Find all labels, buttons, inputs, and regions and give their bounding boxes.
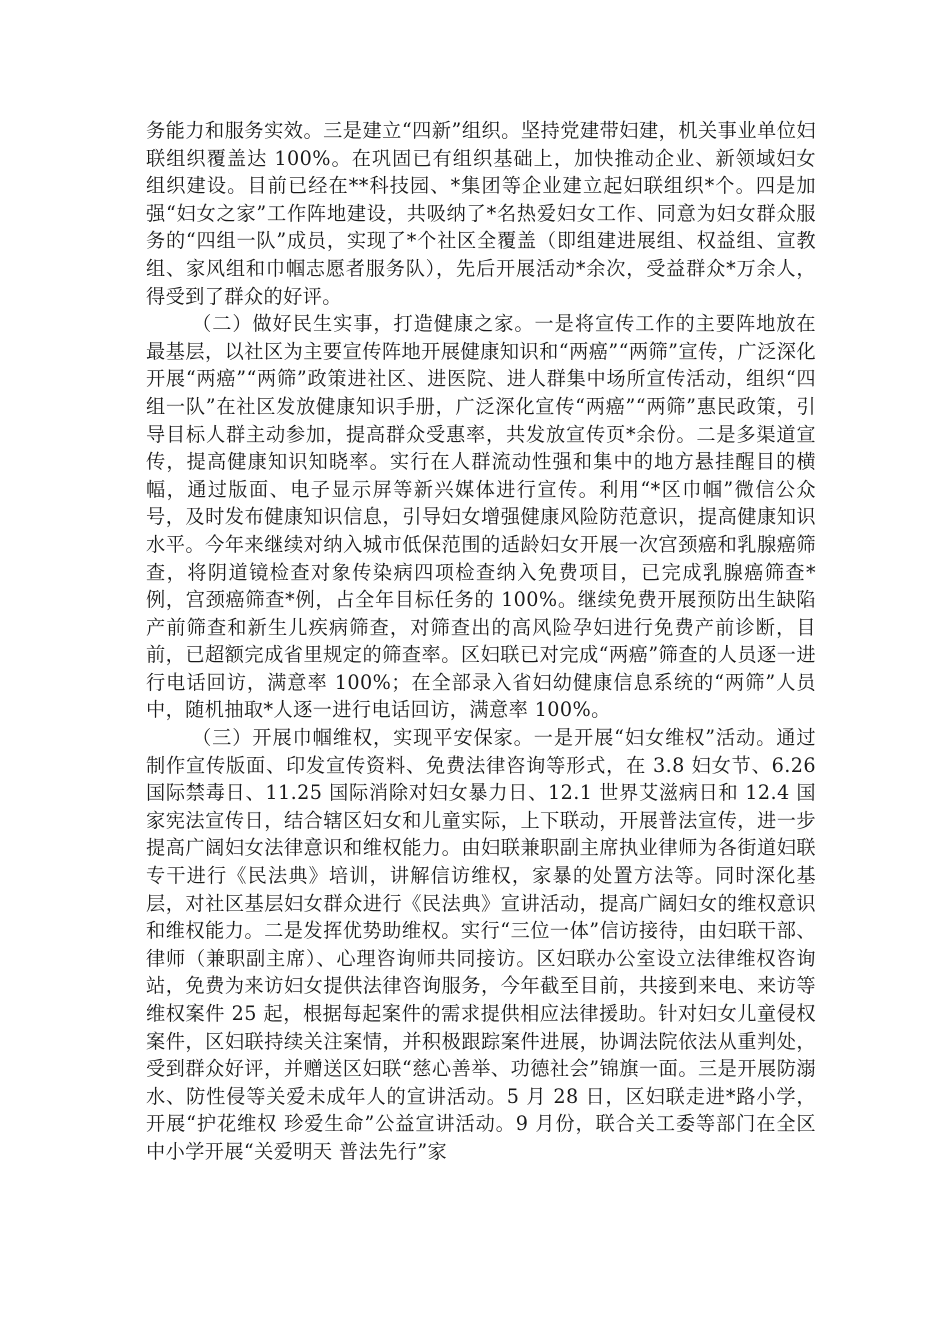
paragraph-health-home: （二）做好民生实事，打造健康之家。一是将宣传工作的主要阵地放在最基层，以社区为主要宣传阵地开展健康知识和“两癌”“两筛”宣传，广泛深化开展“两癌”“两筛”政策进社区、进医院、进人群集中场所宣传活动，组织“四组一队”在社区发放健康知识手册，广泛深化宣传“两癌”“两筛”惠民政策，引导目标人群主动参加，提高群众受惠率，共发放宣传页*余份。二是多渠道宣传，提高健康知识知晓率。实行在人群流动性强和集中的地方悬挂醒目的横幅，通过版面、电子显示屏等新兴媒体进行宣传。利用“*区巾帼”微信公众号，及时发布健康知识信息，引导妇女增强健康风险防范意识，提高健康知识水平。今年来继续对纳入城市低保范围的适龄妇女开展一次宫颈癌和乳腺癌筛查，将阴道镜检查对象传染病四项检查纳入免费项目，已完成乳腺癌筛查*例，宫颈癌筛查*例，占全年目标任务的 100%。继续免费开展预防出生缺陷产前筛查和新生儿疾病筛查，对筛查出的高风险孕妇进行免费产前诊断，目前，已超额完成省里规定的筛查率。区妇联已对完成“两癌”筛查的人员逐一进行电话回访，满意率 100%；在全部录入省妇幼健康信息系统的“两筛”人员中，随机抽取*人逐一进行电话回访，满意率 100%。 — [146, 312, 816, 722]
paragraph-continuation: 务能力和服务实效。三是建立“四新”组织。坚持党建带妇建，机关事业单位妇联组织覆盖达 100%。在巩固已有组织基础上，加快推动企业、新领域妇女组织建设。目前已经在**科技园、*集团等企业建立起妇联组织*个。四是加强“妇女之家”工作阵地建设，共吸纳了*名热爱妇女工作、同意为妇女群众服务的“四组一队”成员，实现了*个社区全覆盖（即组建进展组、权益组、宣教组、家风组和巾帼志愿者服务队），先后开展活动*余次，受益群众*万余人，得受到了群众的好评。 — [146, 119, 816, 308]
document-page — [146, 117, 816, 1166]
paragraph-rights-protection: （三）开展巾帼维权，实现平安保家。一是开展“妇女维权”活动。通过制作宣传版面、印发宣传资料、免费法律咨询等形式，在 3.8 妇女节、6.26 国际禁毒日、11.25 国际消除对妇女暴力日、12.1 世界艾滋病日和 12.4 国家宪法宣传日，结合辖区妇女和儿童实际，上下联动，开展普法宣传，进一步提高广阔妇女法律意识和维权能力。由妇联兼职副主席执业律师为各街道妇联专干进行《民法典》培训，讲解信访维权，家暴的处置方法等。同时深化基层，对社区基层妇女群众进行《民法典》宣讲活动，提高广阔妇女的维权意识和维权能力。二是发挥优势助维权。实行“三位一体”信访接待，由妇联干部、律师（兼职副主席）、心理咨询师共同接访。区妇联办公室设立法律维权咨询站，免费为来访妇女提供法律咨询服务，今年截至目前，共接到来电、来访等维权案件 25 起，根据每起案件的需求提供相应法律援助。针对妇女儿童侵权案件，区妇联持续关注案情，并积极跟踪案件进展，协调法院依法从重判处，受到群众好评，并赠送区妇联“慈心善举、功德社会”锦旗一面。三是开展防溺水、防性侵等关爱未成年人的宣讲活动。5 月 28 日，区妇联走进*路小学，开展“护花维权 珍爱生命”公益宣讲活动。9 月份，联合关工委等部门在全区中小学开展“关爱明天 普法先行”家 — [146, 726, 816, 1163]
